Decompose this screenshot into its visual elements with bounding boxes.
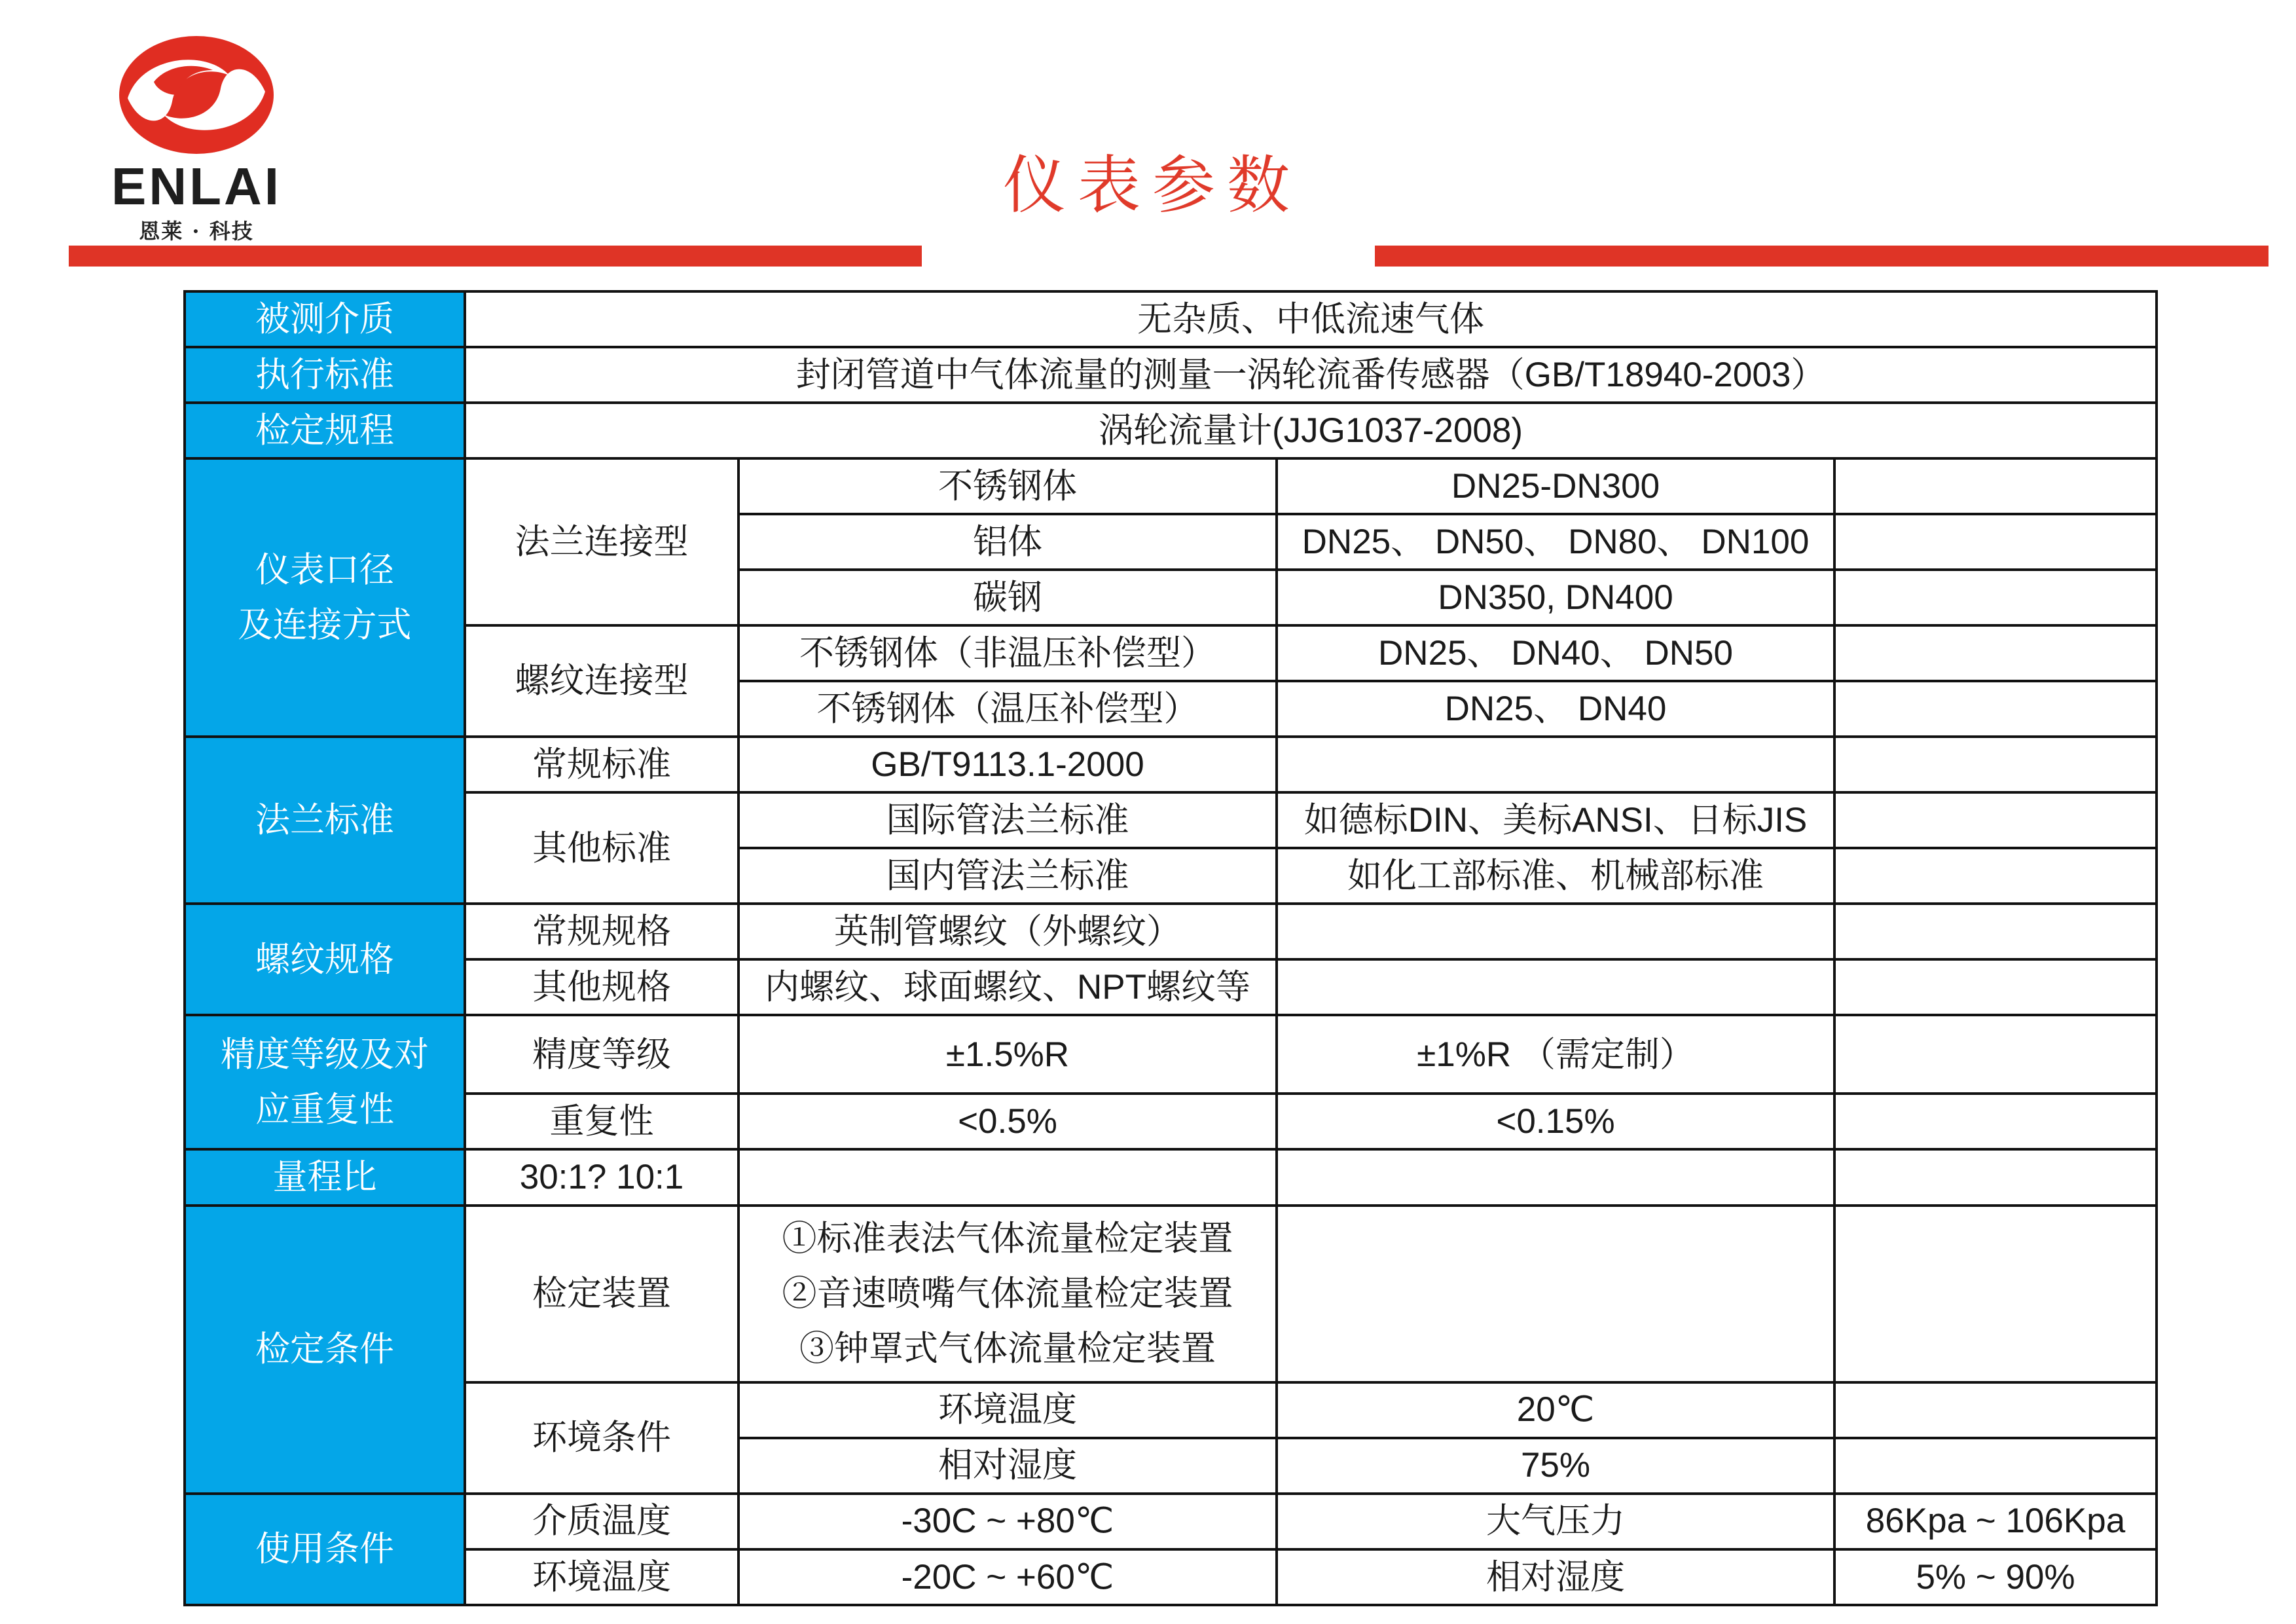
empty-cell bbox=[1834, 1438, 2157, 1494]
accuracy-grade-label: 精度等级 bbox=[465, 1015, 738, 1094]
empty-cell bbox=[1834, 1382, 2157, 1438]
logo-mark-icon bbox=[115, 29, 278, 160]
accuracy-label-line2: 应重复性 bbox=[255, 1090, 394, 1129]
empty-cell bbox=[1834, 681, 2157, 737]
title-divider-left bbox=[69, 246, 922, 267]
table-row bbox=[185, 959, 2157, 1015]
logo-wordmark: ENLAI bbox=[111, 157, 282, 215]
empty-cell bbox=[1834, 904, 2157, 959]
table-row bbox=[185, 792, 2157, 848]
row-header-flange-std: 法兰标准 bbox=[185, 737, 465, 904]
empty-cell bbox=[1834, 848, 2157, 904]
empty-cell bbox=[1277, 1206, 1834, 1382]
verification-env-temp-name: 环境温度 bbox=[738, 1382, 1277, 1438]
thread-regular-value: 英制管螺纹（外螺纹） bbox=[738, 904, 1277, 959]
repeatability-value: <0.5% bbox=[738, 1094, 1277, 1149]
flange-regular-value: GB/T9113.1-2000 bbox=[738, 737, 1277, 792]
thread-regular-label: 常规规格 bbox=[465, 904, 738, 959]
empty-cell bbox=[1277, 1149, 1834, 1205]
table-row bbox=[185, 403, 2157, 458]
row-header-thread-spec: 螺纹规格 bbox=[185, 904, 465, 1015]
empty-cell bbox=[1834, 625, 2157, 681]
empty-cell bbox=[1277, 737, 1834, 792]
verification-env-temp-value: 20℃ bbox=[1277, 1382, 1834, 1438]
caliber-label-line2: 及连接方式 bbox=[238, 605, 412, 644]
row-header-range-ratio: 量程比 bbox=[185, 1149, 465, 1205]
usage-medium-temp-value: -30C ~ +80℃ bbox=[738, 1494, 1277, 1549]
table-row bbox=[185, 291, 2157, 347]
caliber-spec: DN25、 DN40 bbox=[1277, 681, 1834, 737]
company-logo bbox=[108, 29, 285, 244]
standard-value: 封闭管道中气体流量的测量一涡轮流番传感器（GB/T18940-2003） bbox=[465, 347, 2157, 403]
verification-device-list bbox=[738, 1206, 1277, 1382]
caliber-spec: DN25、 DN40、 DN50 bbox=[1277, 625, 1834, 681]
thread-type-label: 螺纹连接型 bbox=[465, 625, 738, 737]
medium-value: 无杂质、中低流速气体 bbox=[465, 291, 2157, 347]
accuracy-grade-value: ±1.5%R bbox=[738, 1015, 1277, 1094]
accuracy-grade-value: ±1%R （需定制） bbox=[1277, 1015, 1834, 1094]
empty-cell bbox=[1277, 959, 1834, 1015]
table-row bbox=[185, 1206, 2157, 1382]
accuracy-label-line1: 精度等级及对 bbox=[221, 1035, 429, 1074]
row-header-caliber bbox=[185, 458, 465, 737]
flange-domestic-value: 如化工部标准、机械部标准 bbox=[1277, 848, 1834, 904]
row-header-regulation: 检定规程 bbox=[185, 403, 465, 458]
table-row bbox=[185, 1382, 2157, 1438]
flange-other-label: 其他标准 bbox=[465, 792, 738, 904]
empty-cell bbox=[1834, 570, 2157, 625]
repeatability-label: 重复性 bbox=[465, 1094, 738, 1149]
empty-cell bbox=[1834, 458, 2157, 514]
row-header-accuracy bbox=[185, 1015, 465, 1149]
verification-env-label: 环境条件 bbox=[465, 1382, 738, 1494]
caliber-label-line1: 仪表口径 bbox=[255, 550, 394, 589]
flange-intl-name: 国际管法兰标准 bbox=[738, 792, 1277, 848]
usage-env-temp-value: -20C ~ +60℃ bbox=[738, 1549, 1277, 1605]
empty-cell bbox=[1834, 959, 2157, 1015]
empty-cell bbox=[1834, 1149, 2157, 1205]
page-title: 仪表参数 bbox=[1003, 149, 1302, 222]
caliber-spec: DN25、 DN50、 DN80、 DN100 bbox=[1277, 514, 1834, 570]
range-ratio-value: 30:1? 10:1 bbox=[465, 1149, 738, 1205]
verification-env-humidity-name: 相对湿度 bbox=[738, 1438, 1277, 1494]
usage-pressure-value: 86Kpa ~ 106Kpa bbox=[1834, 1494, 2157, 1549]
caliber-material: 碳钢 bbox=[738, 570, 1277, 625]
usage-medium-temp-label: 介质温度 bbox=[465, 1494, 738, 1549]
table-row bbox=[185, 625, 2157, 681]
verification-device: ②音速喷嘴气体流量检定装置 bbox=[782, 1274, 1233, 1313]
empty-cell bbox=[1834, 1094, 2157, 1149]
thread-other-value: 内螺纹、球面螺纹、NPT螺纹等 bbox=[738, 959, 1277, 1015]
logo-subtitle: 恩莱 · 科技 bbox=[139, 219, 254, 244]
empty-cell bbox=[1834, 514, 2157, 570]
caliber-spec: DN25-DN300 bbox=[1277, 458, 1834, 514]
empty-cell bbox=[1277, 904, 1834, 959]
flange-domestic-name: 国内管法兰标准 bbox=[738, 848, 1277, 904]
caliber-material: 不锈钢体（非温压补偿型） bbox=[738, 625, 1277, 681]
caliber-material: 不锈钢体 bbox=[738, 458, 1277, 514]
table-row bbox=[185, 347, 2157, 403]
table-row bbox=[185, 1494, 2157, 1549]
regulation-value: 涡轮流量计(JJG1037-2008) bbox=[465, 403, 2157, 458]
verification-device-label: 检定装置 bbox=[465, 1206, 738, 1382]
table-row bbox=[185, 1015, 2157, 1094]
table-row bbox=[185, 737, 2157, 792]
flange-intl-value: 如德标DIN、美标ANSI、日标JIS bbox=[1277, 792, 1834, 848]
caliber-material: 不锈钢体（温压补偿型） bbox=[738, 681, 1277, 737]
table-row bbox=[185, 1149, 2157, 1205]
flange-type-label: 法兰连接型 bbox=[465, 458, 738, 625]
usage-env-temp-label: 环境温度 bbox=[465, 1549, 738, 1605]
verification-env-humidity-value: 75% bbox=[1277, 1438, 1834, 1494]
spec-table bbox=[183, 290, 2158, 1606]
caliber-material: 铝体 bbox=[738, 514, 1277, 570]
table-row bbox=[185, 1094, 2157, 1149]
table-row bbox=[185, 458, 2157, 514]
empty-cell bbox=[738, 1149, 1277, 1205]
row-header-usage: 使用条件 bbox=[185, 1494, 465, 1605]
verification-device: ①标准表法气体流量检定装置 bbox=[782, 1219, 1233, 1258]
title-divider-right bbox=[1375, 246, 2269, 267]
empty-cell bbox=[1834, 792, 2157, 848]
empty-cell bbox=[1834, 1015, 2157, 1094]
verification-device: ③钟罩式气体流量检定装置 bbox=[799, 1329, 1216, 1368]
thread-other-label: 其他规格 bbox=[465, 959, 738, 1015]
row-header-standard: 执行标准 bbox=[185, 347, 465, 403]
empty-cell bbox=[1834, 1206, 2157, 1382]
row-header-medium: 被测介质 bbox=[185, 291, 465, 347]
usage-humidity-value: 5% ~ 90% bbox=[1834, 1549, 2157, 1605]
flange-regular-label: 常规标准 bbox=[465, 737, 738, 792]
row-header-verification: 检定条件 bbox=[185, 1206, 465, 1494]
empty-cell bbox=[1834, 737, 2157, 792]
table-row bbox=[185, 1549, 2157, 1605]
usage-humidity-label: 相对湿度 bbox=[1277, 1549, 1834, 1605]
table-row bbox=[185, 904, 2157, 959]
usage-pressure-label: 大气压力 bbox=[1277, 1494, 1834, 1549]
caliber-spec: DN350, DN400 bbox=[1277, 570, 1834, 625]
repeatability-value: <0.15% bbox=[1277, 1094, 1834, 1149]
